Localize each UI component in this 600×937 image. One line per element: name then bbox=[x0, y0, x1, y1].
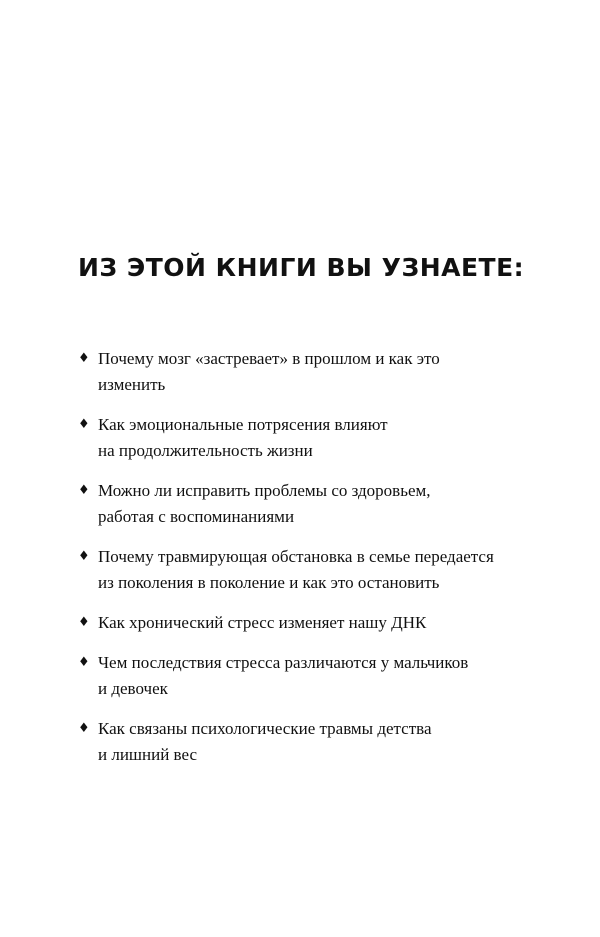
benefits-list bbox=[78, 346, 518, 782]
list-item bbox=[78, 478, 518, 530]
list-item bbox=[78, 716, 518, 768]
list-item-text: Как эмоциональные потрясения влияют на продолжительность жизни bbox=[98, 415, 388, 460]
page-heading: ИЗ ЭТОЙ КНИГИ ВЫ УЗНАЕТЕ: bbox=[78, 253, 525, 282]
list-item-text: Чем последствия стресса различаются у мальчиков и девочек bbox=[98, 653, 469, 698]
list-item-text: Можно ли исправить проблемы со здоровьем, работая с воспоминаниями bbox=[98, 481, 431, 526]
diamond-bullet-icon: ♦ bbox=[78, 417, 90, 432]
list-item-text: Почему травмирующая обстановка в семье передается из поколения в поколение и как это остановить bbox=[98, 547, 494, 592]
list-item-text: Как хронический стресс изменяет нашу ДНК bbox=[98, 613, 427, 632]
diamond-bullet-icon: ♦ bbox=[78, 721, 90, 736]
diamond-bullet-icon: ♦ bbox=[78, 351, 90, 366]
list-item bbox=[78, 346, 518, 398]
list-item bbox=[78, 650, 518, 702]
diamond-bullet-icon: ♦ bbox=[78, 483, 90, 498]
diamond-bullet-icon: ♦ bbox=[78, 615, 90, 630]
diamond-bullet-icon: ♦ bbox=[78, 549, 90, 564]
list-item bbox=[78, 412, 518, 464]
list-item-text: Как связаны психологические травмы детства и лишний вес bbox=[98, 719, 432, 764]
list-item-text: Почему мозг «застревает» в прошлом и как это изменить bbox=[98, 349, 440, 394]
list-item bbox=[78, 544, 518, 596]
list-item bbox=[78, 610, 518, 636]
diamond-bullet-icon: ♦ bbox=[78, 655, 90, 670]
